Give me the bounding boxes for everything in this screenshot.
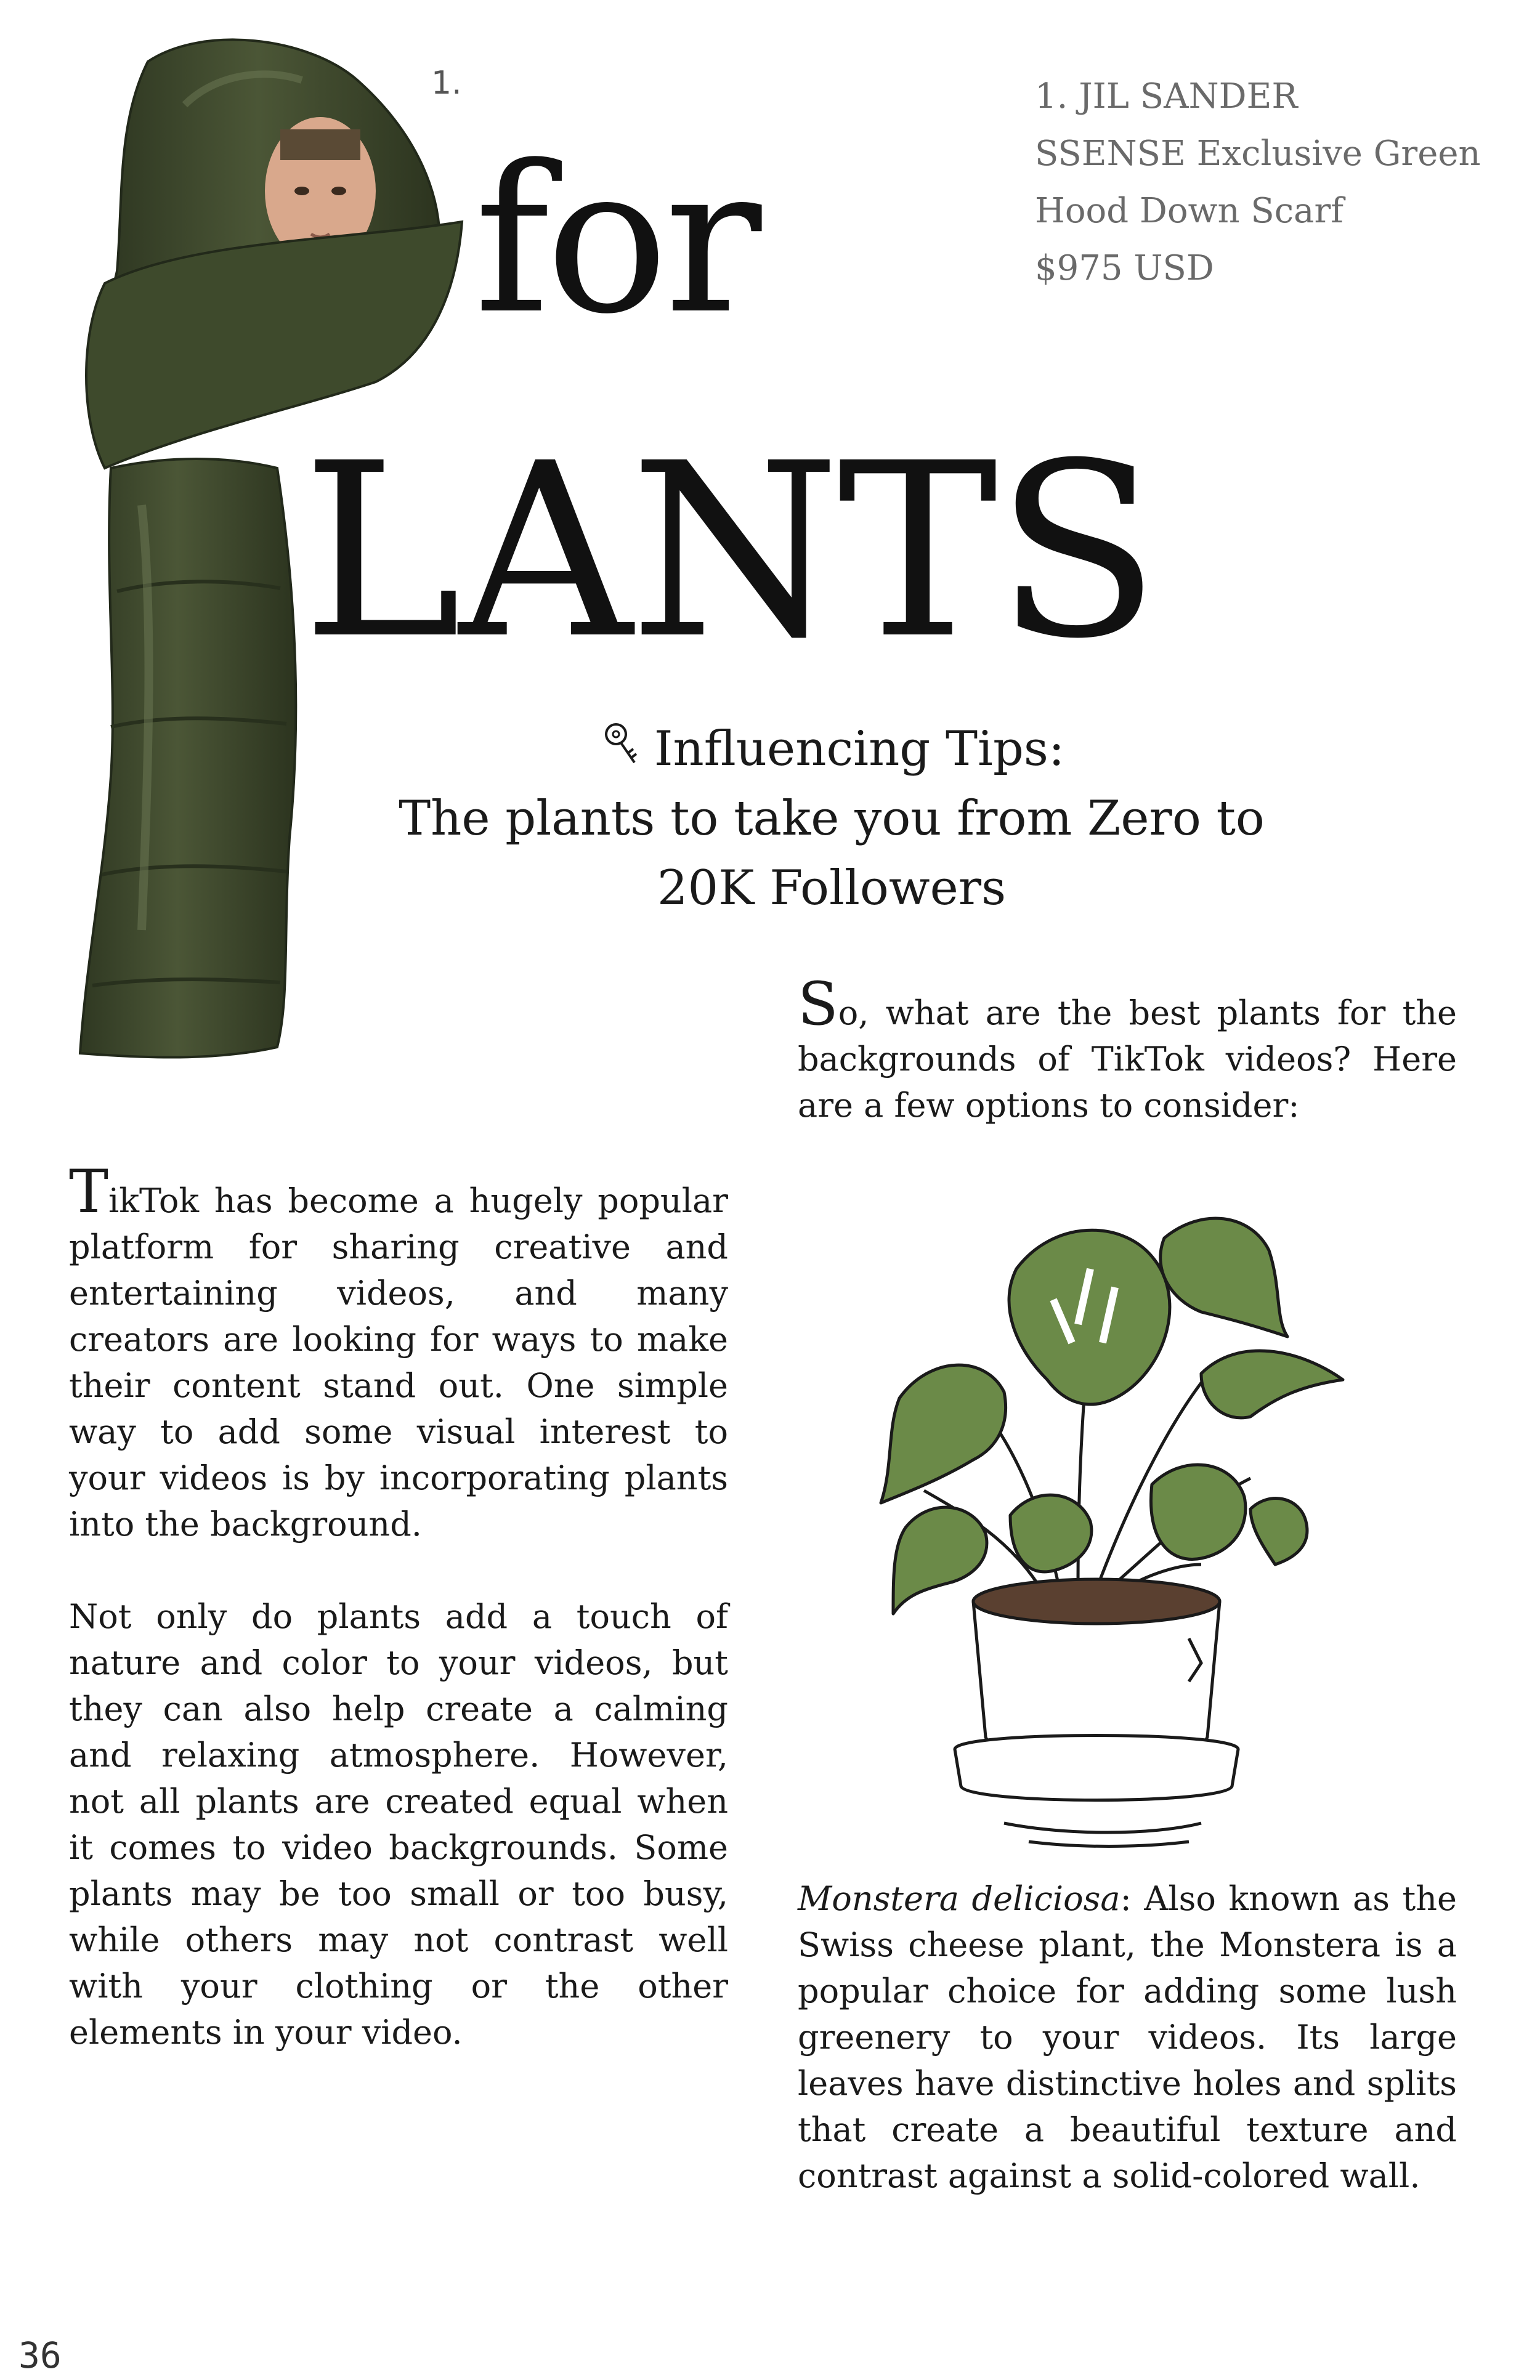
monstera-paragraph [798, 1876, 1457, 2199]
body-paragraph-2: Not only do plants add a touch of nature and color to your videos, but they can also help create a calming and relaxing atmosphere. However, not all plants are created equal when it comes to video backgrounds. Some plants may be too small or too busy, while others may not contrast well with your clothing or the other elements in your video. [69, 1597, 728, 2052]
monstera-illustration [856, 1195, 1386, 1860]
intro-paragraph [798, 969, 1457, 1128]
subheading [394, 714, 1269, 923]
body-column [69, 1157, 728, 2055]
product-price: $975 USD [1035, 248, 1214, 288]
subheading-line3: 20K Followers [657, 860, 1007, 916]
title-lants: LANTS [302, 411, 1158, 691]
product-retailer: SSENSE Exclusive Green [1035, 134, 1481, 174]
page-number: 36 [18, 2334, 62, 2376]
monstera-name: Monstera deliciosa [798, 1879, 1121, 1918]
monstera-text: : Also known as the Swiss cheese plant, the Monstera is a popular choice for adding some lush greenery to your videos. Its large leaves have distinctive holes and splits that create a beautiful texture and contrast against a solid-colored wall. [798, 1879, 1457, 2195]
intro-text: o, what are the best plants for the backgrounds of TikTok videos? Here are a few options to consider: [798, 994, 1457, 1125]
item-number: 1. [431, 65, 462, 102]
subheading-line1: Influencing Tips: [654, 721, 1065, 777]
subheading-line2: The plants to take you from Zero to [399, 791, 1265, 846]
body-paragraph-1: ikTok has become a hugely popular platform for sharing creative and entertaining videos, and many creators are looking for ways to make their content stand out. One simple way to add some visual interest to your videos is by incorporating plants into the background. [69, 1181, 728, 1544]
key-icon [599, 721, 642, 770]
product-name: Hood Down Scarf [1035, 191, 1343, 231]
body-dropcap: T [69, 1157, 109, 1226]
title-for: for [474, 122, 758, 358]
product-caption [1035, 68, 1481, 297]
product-brand: 1. JIL SANDER [1035, 76, 1298, 116]
intro-dropcap: S [798, 969, 838, 1038]
